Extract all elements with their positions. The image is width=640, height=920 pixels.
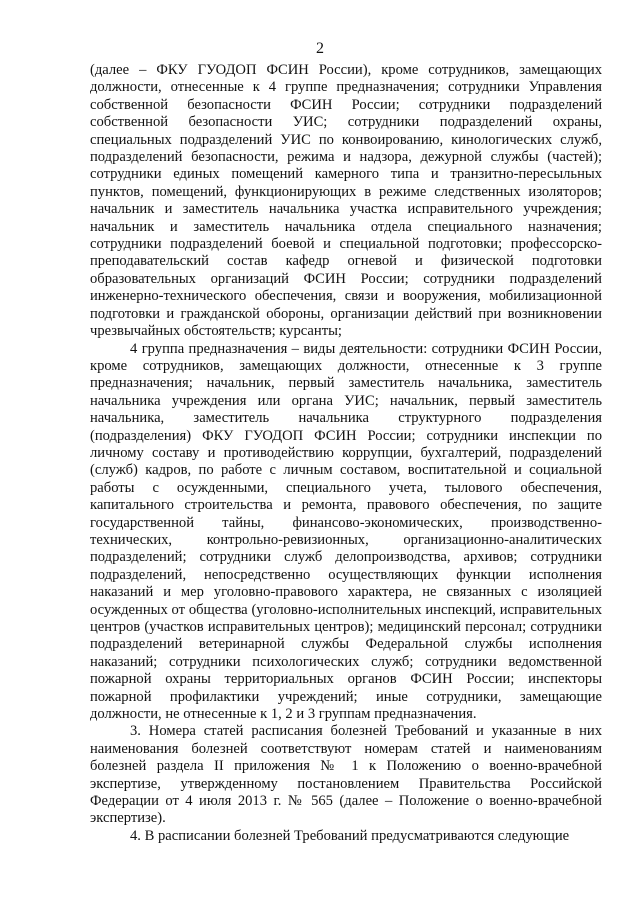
paragraph-continuation: (далее – ФКУ ГУОДОП ФСИН России), кроме сотрудников, замещающих должности, отнесенные к 4 группе предназначения; сотрудники Управления собственной безопасности ФСИН России; сотрудники подразделений собственной безопасности УИС; сотрудники подразделений охраны, специальных подразделений УИС по конвоированию, кинологических служб, подразделений безопасности, режима и надзора, дежурной службы (частей); сотрудники единых помещений камерного типа и транзитно-пересыльных пунктов, помещений, функционирующих в режиме следственных изоляторов; начальник и заместитель начальника участка исправительного учреждения; начальник и заместитель начальника отдела специального назначения; сотрудники подразделений боевой и специальной подготовки; профессорско-преподавательский состав кафедр огневой и физической подготовки образовательных организаций ФСИН России; сотрудники подразделений инженерно-технического обеспечения, связи и вооружения, мобилизационной подготовки и гражданской обороны, организации действий при возникновении чрезвычайных обстоятельств; курсанты; bbox=[90, 62, 602, 340]
page-number: 2 bbox=[316, 40, 324, 57]
paragraph-group-4: 4 группа предназначения – виды деятельности: сотрудники ФСИН России, кроме сотрудников, замещающих должности, отнесенные к 3 группе предназначения; начальник, первый заместитель начальника, заместитель начальника учреждения или органа УИС; начальник, первый заместитель начальника, заместитель начальника структурного подразделения (подразделения) ФКУ ГУОДОП ФСИН России; сотрудники инспекции по личному составу и противодействию коррупции, бухгалтерий, подразделений (служб) кадров, по работе с личным составом, воспитательной и социальной работы с осужденными, специального учета, тылового обеспечения, капитального строительства и ремонта, правового обеспечения, по защите государственной тайны, финансово-экономических, производственно-технических, контрольно-ревизионных, организационно-аналитических подразделений; сотрудники служб делопроизводства, архивов; сотрудники подразделений, непосредственно осуществляющих функции исполнения наказаний и мер уголовно-правового характера, не связанных с изоляцией осужденных от общества (уголовно-исполнительных инспекций, исправительных центров (участков исправительных центров); медицинский персонал; сотрудники подразделений ветеринарной службы Федеральной службы исполнения наказаний; сотрудники психологических служб; сотрудники ведомственной пожарной охраны территориальных органов ФСИН России; инспекторы пожарной профилактики учреждений; иные сотрудники, замещающие должности, не отнесенные к 1, 2 и 3 группам предназначения. bbox=[90, 340, 602, 723]
document-body bbox=[90, 62, 602, 845]
paragraph-item-3: 3. Номера статей расписания болезней Требований и указанные в них наименования болезней соответствуют номерам статей и наименованиям болезней раздела II приложения № 1 к Положению о военно-врачебной экспертизе, утвержденному постановлением Правительства Российской Федерации от 4 июля 2013 г. № 565 (далее – Положение о военно-врачебной экспертизе). bbox=[90, 723, 602, 827]
paragraph-item-4: 4. В расписании болезней Требований предусматриваются следующие bbox=[130, 827, 570, 844]
